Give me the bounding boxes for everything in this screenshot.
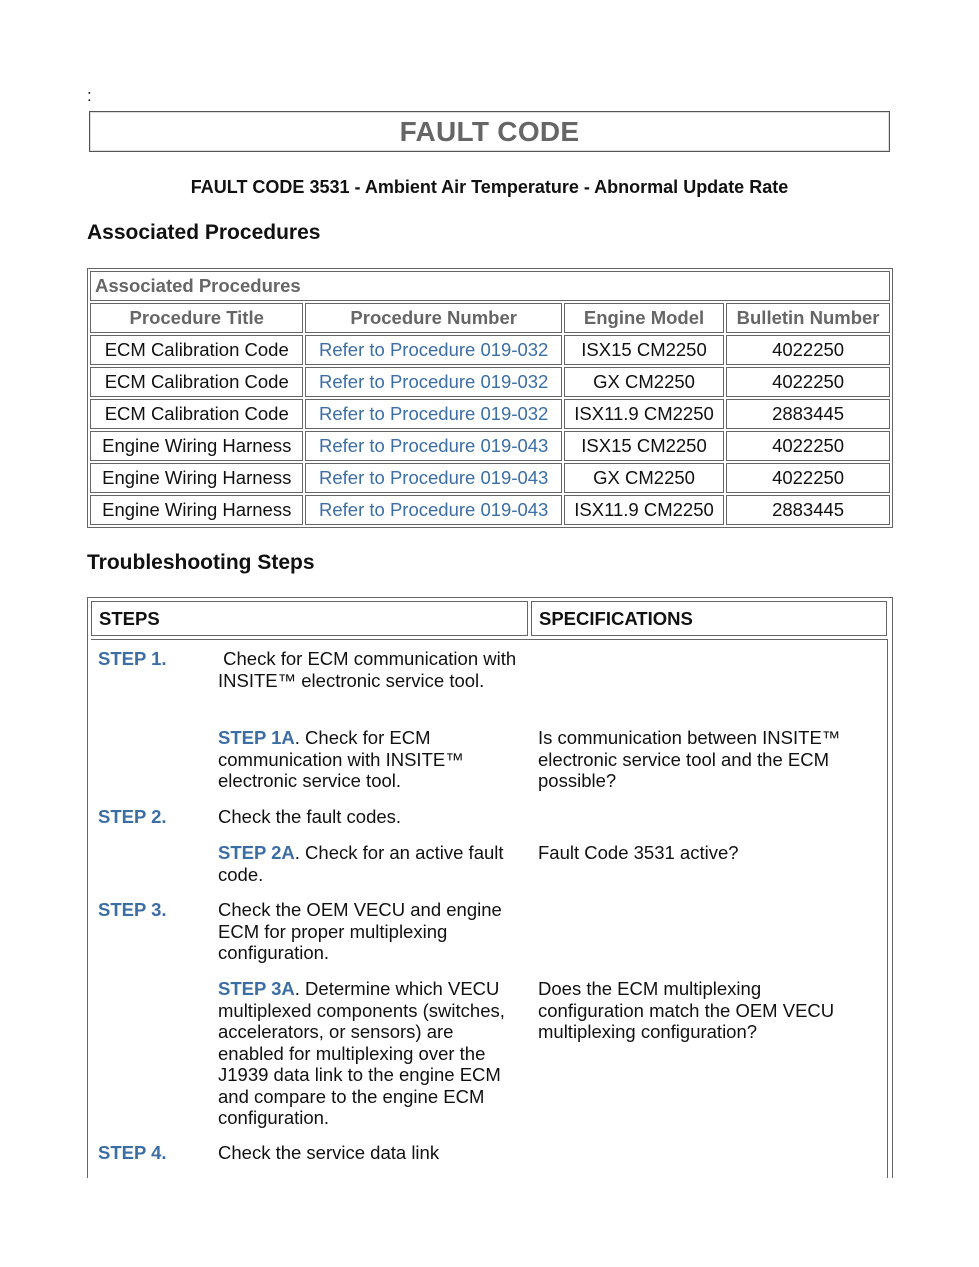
substep-text: . Determine which VECU multiplexed components (switches, accelerators, or sensors) are enabled for multiplexing over the J1939 data link to the engine ECM and compare to the engine ECM configuration. bbox=[218, 978, 505, 1128]
step-text: Check the service data link bbox=[218, 1142, 440, 1163]
substep-label[interactable]: STEP 3A bbox=[218, 978, 295, 999]
substep-text: . Check for an active fault code. bbox=[218, 842, 504, 885]
bulletin-number-cell: 4022250 bbox=[726, 367, 890, 397]
column-header-engine-model: Engine Model bbox=[564, 303, 724, 333]
table-row bbox=[90, 495, 890, 525]
bulletin-number-cell: 4022250 bbox=[726, 463, 890, 493]
troubleshooting-table bbox=[87, 597, 893, 1178]
step-label[interactable]: STEP 4. bbox=[98, 1142, 167, 1163]
column-header-steps: STEPS bbox=[91, 601, 528, 636]
procedure-link[interactable]: Refer to Procedure 019-032 bbox=[305, 367, 561, 397]
substep-text-block bbox=[218, 727, 518, 792]
column-header-procedure-number: Procedure Number bbox=[305, 303, 561, 333]
substep-label[interactable]: STEP 2A bbox=[218, 842, 295, 863]
associated-procedures-table bbox=[87, 268, 893, 528]
step-text: Check for ECM communication with INSITE™ electronic service tool. bbox=[218, 648, 522, 691]
specification-text: Does the ECM multiplexing configuration match the OEM VECU multiplexing configuration? bbox=[538, 978, 835, 1042]
table-caption: Associated Procedures bbox=[90, 271, 890, 301]
table-row bbox=[90, 335, 890, 365]
fault-code-banner: FAULT CODE bbox=[89, 111, 890, 152]
engine-model-cell: GX CM2250 bbox=[564, 463, 724, 493]
troubleshooting-steps-heading: Troubleshooting Steps bbox=[87, 551, 315, 574]
bulletin-number-cell: 2883445 bbox=[726, 399, 890, 429]
table-row bbox=[90, 367, 890, 397]
associated-procedures-heading: Associated Procedures bbox=[87, 221, 321, 244]
procedure-title-cell: ECM Calibration Code bbox=[90, 399, 303, 429]
procedure-link[interactable]: Refer to Procedure 019-043 bbox=[305, 431, 561, 461]
step-label[interactable]: STEP 3. bbox=[98, 899, 167, 920]
table-row bbox=[90, 463, 890, 493]
procedure-title-cell: ECM Calibration Code bbox=[90, 335, 303, 365]
table-header-row bbox=[90, 303, 890, 333]
procedure-link[interactable]: Refer to Procedure 019-043 bbox=[305, 495, 561, 525]
step-text: Check the OEM VECU and engine ECM for proper multiplexing configuration. bbox=[218, 899, 502, 963]
procedure-title-cell: Engine Wiring Harness bbox=[90, 431, 303, 461]
procedure-title-cell: Engine Wiring Harness bbox=[90, 495, 303, 525]
procedure-link[interactable]: Refer to Procedure 019-032 bbox=[305, 335, 561, 365]
table-row bbox=[90, 399, 890, 429]
substep-label[interactable]: STEP 1A bbox=[218, 727, 295, 748]
table-caption-row bbox=[90, 271, 890, 301]
substep-text-block bbox=[218, 978, 518, 1129]
step-text: Check the fault codes. bbox=[218, 806, 402, 827]
procedure-title-cell: ECM Calibration Code bbox=[90, 367, 303, 397]
procedure-link[interactable]: Refer to Procedure 019-043 bbox=[305, 463, 561, 493]
bulletin-number-cell: 2883445 bbox=[726, 495, 890, 525]
engine-model-cell: ISX15 CM2250 bbox=[564, 431, 724, 461]
column-header-procedure-title: Procedure Title bbox=[90, 303, 303, 333]
procedure-title-cell: Engine Wiring Harness bbox=[90, 463, 303, 493]
column-header-specifications: SPECIFICATIONS bbox=[531, 601, 887, 636]
bulletin-number-cell: 4022250 bbox=[726, 335, 890, 365]
engine-model-cell: ISX15 CM2250 bbox=[564, 335, 724, 365]
column-header-bulletin-number: Bulletin Number bbox=[726, 303, 890, 333]
fault-code-title: FAULT CODE 3531 - Ambient Air Temperature - Abnormal Update Rate bbox=[190, 177, 789, 197]
troubleshooting-body bbox=[91, 639, 888, 1178]
colon-mark: : bbox=[87, 86, 92, 105]
table-row bbox=[90, 431, 890, 461]
step-label[interactable]: STEP 2. bbox=[98, 806, 167, 827]
substep-text-block bbox=[218, 842, 518, 885]
engine-model-cell: GX CM2250 bbox=[564, 367, 724, 397]
substep-text: . Check for ECM communication with INSITE™ electronic service tool. bbox=[218, 727, 464, 791]
specification-text: Fault Code 3531 active? bbox=[538, 842, 739, 863]
engine-model-cell: ISX11.9 CM2250 bbox=[564, 399, 724, 429]
procedure-link[interactable]: Refer to Procedure 019-032 bbox=[305, 399, 561, 429]
step-label[interactable]: STEP 1. bbox=[98, 648, 167, 669]
specification-text: Is communication between INSITE™ electronic service tool and the ECM possible? bbox=[538, 727, 841, 791]
engine-model-cell: ISX11.9 CM2250 bbox=[564, 495, 724, 525]
bulletin-number-cell: 4022250 bbox=[726, 431, 890, 461]
